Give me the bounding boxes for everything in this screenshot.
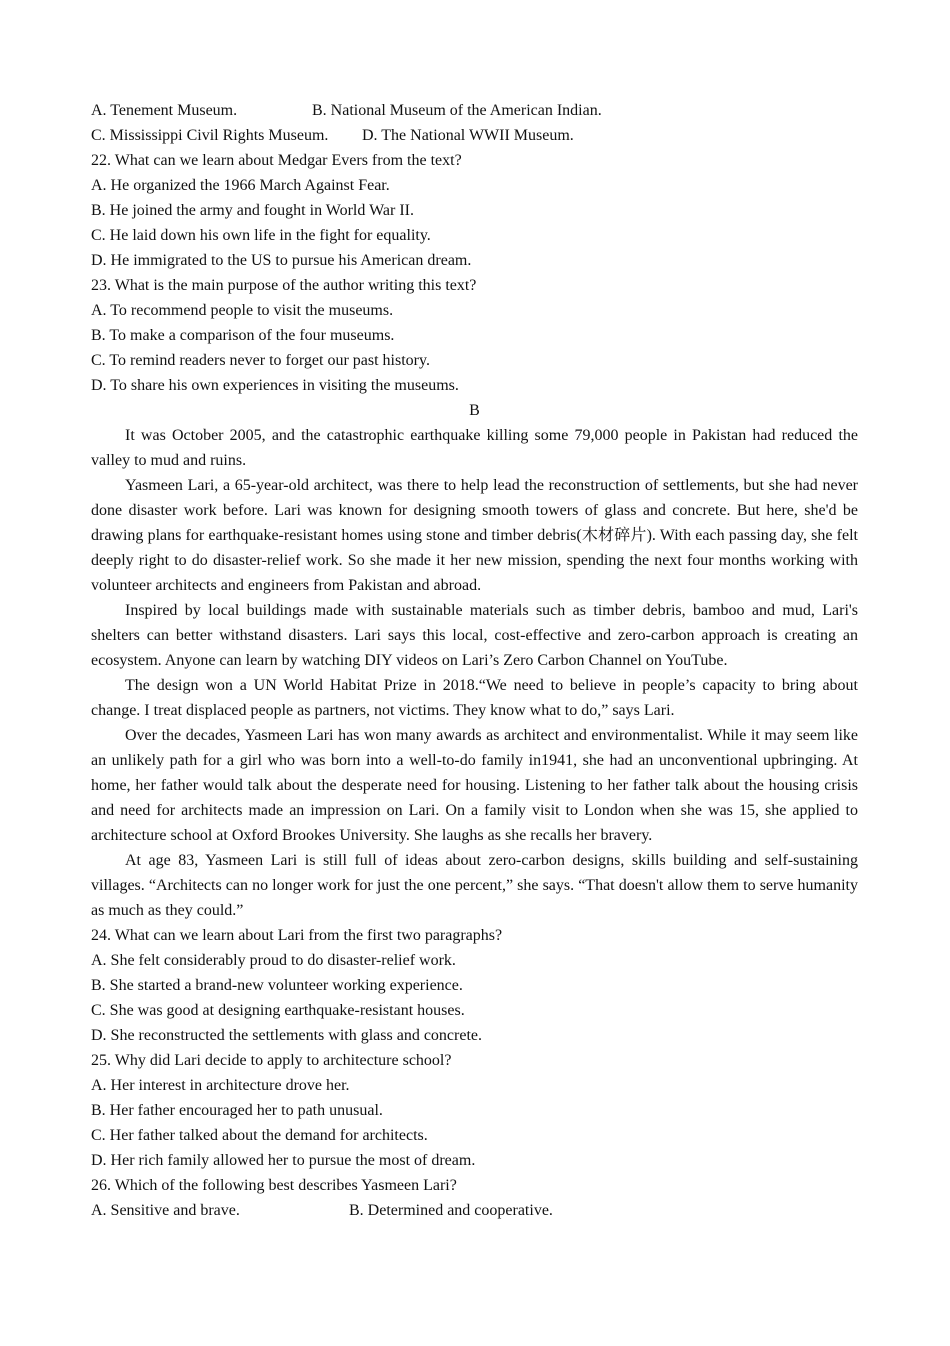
q25-option: A. Her interest in architecture drove her. (91, 1077, 350, 1094)
passage-paragraph: It was October 2005, and the catastrophic earthquake killing some 79,000 people in Pakistan had reduced the valley to mud and ruins. (91, 427, 858, 469)
q25-question: 25. Why did Lari decide to apply to architecture school? (91, 1052, 452, 1069)
q21-option-b: B. National Museum of the American Indian. (312, 102, 602, 119)
q21-option-a: A. Tenement Museum. (91, 102, 238, 119)
q26-option-b: B. Determined and cooperative. (349, 1202, 553, 1219)
passage-paragraph: Inspired by local buildings made with sustainable materials such as timber debris, bamboo and mud, Lari's shelters can better withstand disasters. Lari says this local, cost-effective and zero-carbon approach is creating an ecosystem. Anyone can learn by watching DIY videos on Lari’s Zero Carbon Channel on YouTube. (91, 602, 858, 669)
passage-paragraph: Yasmeen Lari, a 65-year-old architect, was there to help lead the reconstruction of settlements, but she had never done disaster work before. Lari was known for designing smooth towers of glass and concrete. But here, she'd be drawing plans for earthquake-resistant homes using stone and timber debris(木材碎片). With each passing day, she felt deeply right to do disaster-relief work. So she made it her new mission, spending the next four months working with volunteer architects and engineers from Pakistan and abroad. (91, 477, 858, 594)
q24-option: A. She felt considerably proud to do disaster-relief work. (91, 952, 456, 969)
q21-option-d: D. The National WWII Museum. (362, 127, 574, 144)
q25-option: B. Her father encouraged her to path unusual. (91, 1102, 383, 1119)
q26-options-row (91, 1198, 858, 1223)
q22-option: C. He laid down his own life in the fight for equality. (91, 227, 431, 244)
q25-option: D. Her rich family allowed her to pursue the most of dream. (91, 1152, 476, 1169)
q21-options-row-1 (91, 98, 858, 123)
passage-paragraph: Over the decades, Yasmeen Lari has won many awards as architect and environmentalist. While it may seem like an unlikely path for a girl who was born into a well-to-do family in1941, she had an unconventional upbringing. At home, her father would talk about the desperate need for housing. Listening to her father talk about the housing crisis and need for architects made an impression on Lari. On a family visit to London when she was 15, she applied to architecture school at Oxford Brookes University. She laughs as she recalls her bravery. (91, 727, 858, 844)
q22-option: D. He immigrated to the US to pursue his American dream. (91, 252, 472, 269)
q23-question: 23. What is the main purpose of the author writing this text? (91, 277, 477, 294)
q24-option: B. She started a brand-new volunteer working experience. (91, 977, 463, 994)
q23-option: C. To remind readers never to forget our past history. (91, 352, 430, 369)
q22-question: 22. What can we learn about Medgar Evers from the text? (91, 152, 462, 169)
q26-question: 26. Which of the following best describes Yasmeen Lari? (91, 1177, 457, 1194)
q26-option-a: A. Sensitive and brave. (91, 1202, 240, 1219)
q23-option: D. To share his own experiences in visiting the museums. (91, 377, 459, 394)
q22-option: B. He joined the army and fought in World War II. (91, 202, 414, 219)
section-label: B (469, 402, 480, 419)
q22-option: A. He organized the 1966 March Against Fear. (91, 177, 390, 194)
q23-option: A. To recommend people to visit the museums. (91, 302, 394, 319)
passage-paragraph: The design won a UN World Habitat Prize in 2018.“We need to believe in people’s capacity to bring about change. I treat displaced people as partners, not victims. They know what to do,” says Lari. (91, 677, 858, 719)
q24-option: D. She reconstructed the settlements with glass and concrete. (91, 1027, 482, 1044)
q25-option: C. Her father talked about the demand for architects. (91, 1127, 428, 1144)
q21-option-c: C. Mississippi Civil Rights Museum. (91, 127, 329, 144)
q24-question: 24. What can we learn about Lari from the first two paragraphs? (91, 927, 503, 944)
exam-document (91, 98, 858, 1223)
q24-option: C. She was good at designing earthquake-resistant houses. (91, 1002, 465, 1019)
q21-options-row-2 (91, 123, 858, 148)
passage-paragraph: At age 83, Yasmeen Lari is still full of ideas about zero-carbon designs, skills building and self-sustaining villages. “Architects can no longer work for just the one percent,” she says. “That doesn't allow them to serve humanity as much as they could.” (91, 852, 858, 919)
q23-option: B. To make a comparison of the four museums. (91, 327, 395, 344)
